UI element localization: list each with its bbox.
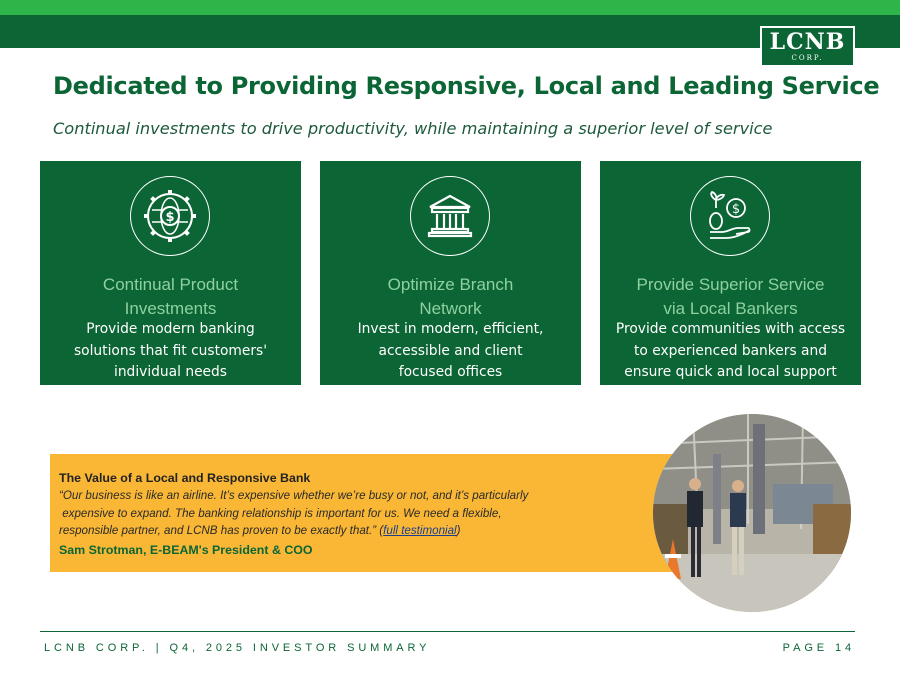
card-title-line: Optimize Branch [387,275,514,294]
card-title [320,273,581,321]
card-product-investments [40,161,301,385]
testimonial-author: Sam Strotman, E-BEAM's President & COO [59,543,313,557]
card-title [40,273,301,321]
logo-main-text: LCNB [769,29,846,55]
svg-text:$: $ [731,202,741,217]
card-desc-line: to experienced bankers and [634,342,827,359]
card-branch-network [320,161,581,385]
full-testimonial-link[interactable]: full testimonial [383,524,457,537]
globe-gear-dollar-icon [130,176,210,256]
quote-text-segment: ) [456,524,461,537]
card-desc-line: Invest in modern, efficient, [357,321,544,337]
quote-line [59,522,649,540]
hand-money-growth-icon [690,176,770,256]
card-description [40,319,301,384]
quote-line: expensive to expand. The banking relationship is important for us. We need a flexible, [59,506,502,520]
testimonial-quote [59,487,649,540]
card-desc-line: accessible and client [378,342,523,359]
top-accent-bar [0,0,900,15]
footer-label: LCNB CORP. | Q4, 2025 INVESTOR SUMMARY [44,642,431,654]
card-desc-line: Provide modern banking [86,321,255,337]
logo-sub-text: CORP. [791,54,824,62]
card-desc-line: individual needs [113,364,227,380]
card-desc-line: solutions that fit customers' [73,342,268,359]
card-title-line: via Local Bankers [663,299,798,318]
card-title [600,273,861,321]
card-title-line: Provide Superior Service [636,275,825,294]
factory-photo [653,414,851,612]
svg-text:$: $ [165,210,175,225]
card-desc-line: focused offices [398,364,503,380]
lcnb-logo [760,26,855,67]
card-description [600,319,861,384]
card-title-line: Continual Product [102,275,239,294]
card-superior-service [600,161,861,385]
card-desc-line: Provide communities with access [615,321,846,337]
page-number: PAGE 14 [782,642,855,654]
card-title-line: Network [419,299,482,318]
testimonial-heading: The Value of a Local and Responsive Bank [59,471,311,485]
card-desc-line: ensure quick and local support [624,364,837,380]
quote-line: “Our business is like an airline. It’s expensive whether we’re busy or not, and it’s particularly [59,489,529,502]
testimonial-box [50,454,740,572]
page-title: Dedicated to Providing Responsive, Local and Leading Service [53,72,880,100]
card-description [320,319,581,384]
quote-text-segment: responsible partner, and LCNB has proven to be exactly that.” ( [59,524,384,537]
footer-divider [40,631,855,632]
bank-building-icon [410,176,490,256]
card-title-line: Investments [124,299,217,318]
page-subtitle: Continual investments to drive productivity, while maintaining a superior level of service [53,119,773,138]
